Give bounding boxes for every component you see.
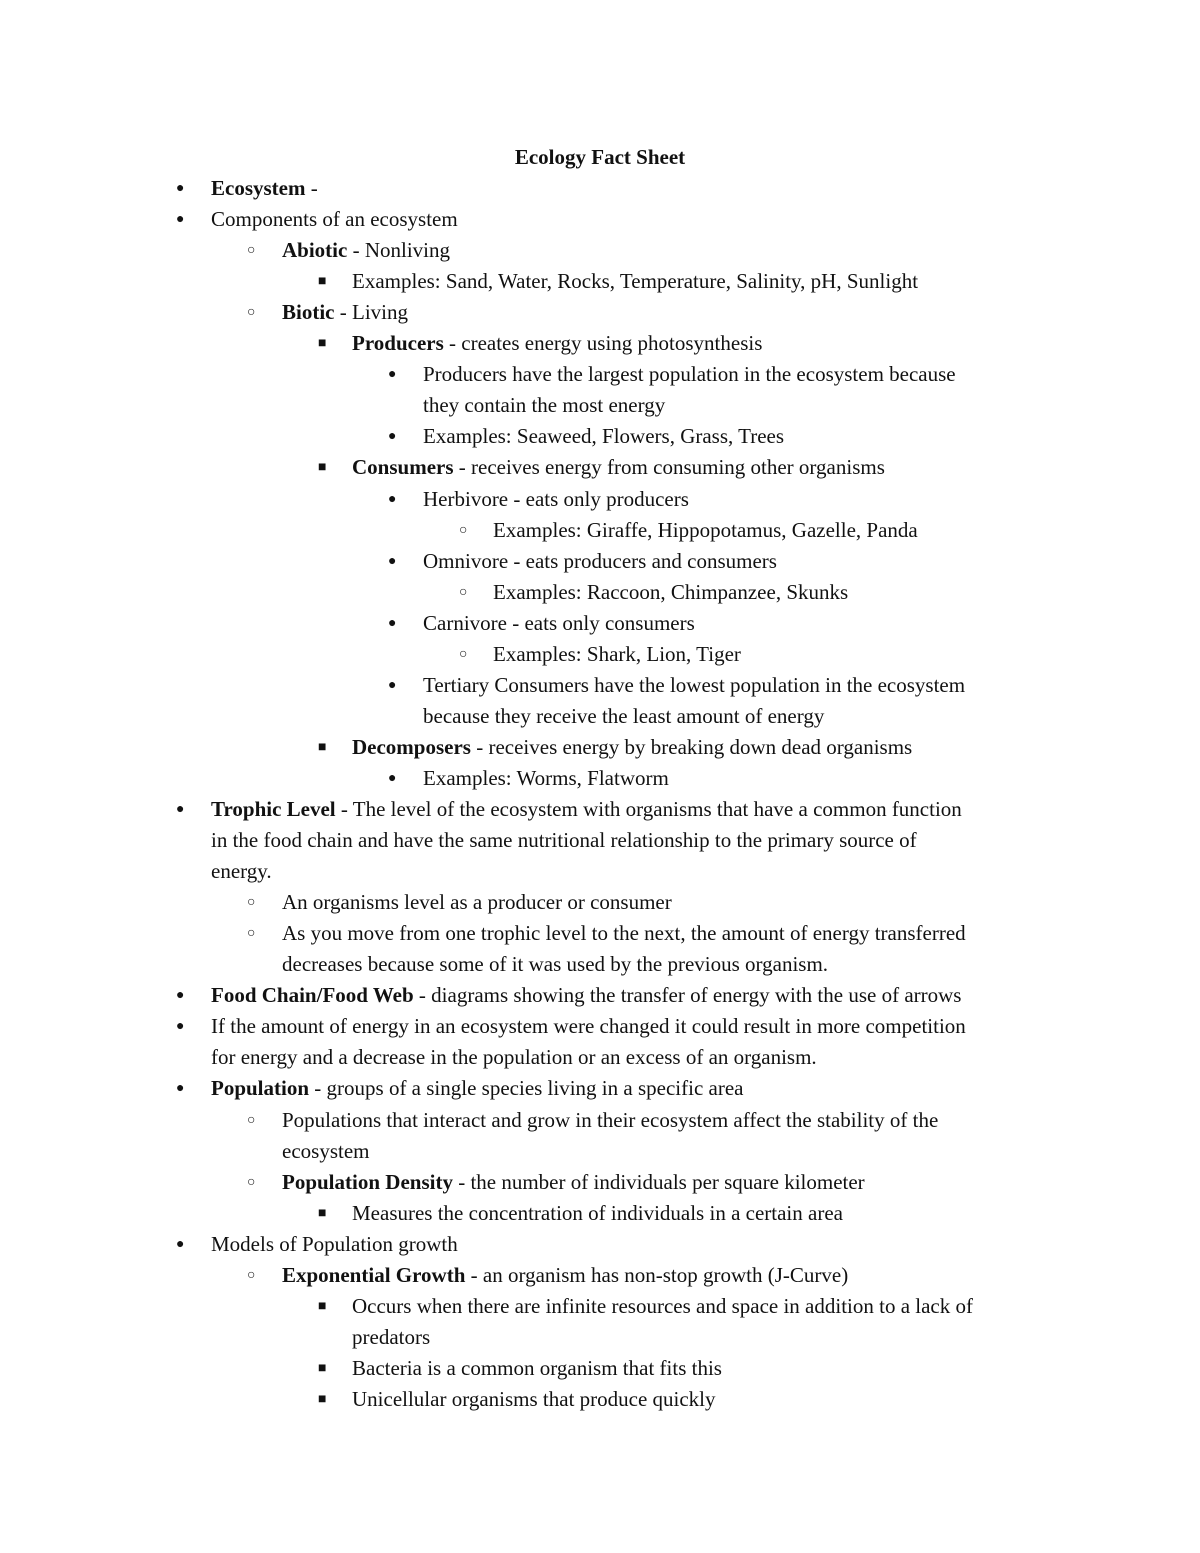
- item-text: predators: [352, 1325, 431, 1349]
- disc-bullet-icon: [388, 484, 408, 515]
- list-item: [493, 639, 741, 670]
- item-text: Examples: Worms, Flatworm: [423, 766, 669, 790]
- item-text: Examples: Raccoon, Chimpanzee, Skunks: [493, 580, 849, 604]
- item-text: Omnivore - eats producers and consumers: [423, 549, 777, 573]
- item-text: Herbivore - eats only producers: [423, 487, 689, 511]
- term-label: Trophic Level: [211, 797, 336, 821]
- circle-bullet-icon: [459, 515, 479, 546]
- list-item: [352, 266, 918, 297]
- circle-bullet-icon: [247, 297, 267, 328]
- item-text: decreases because some of it was used by the previous organism.: [282, 952, 829, 976]
- item-text: they contain the most energy: [423, 393, 666, 417]
- list-item: [493, 515, 918, 546]
- circle-bullet-icon: [247, 918, 267, 949]
- circle-bullet-icon: [247, 887, 267, 918]
- term-label: Exponential Growth: [282, 1263, 466, 1287]
- disc-bullet-icon: [388, 608, 408, 639]
- square-bullet-icon: [318, 452, 338, 483]
- list-item: [352, 328, 762, 359]
- term-label: Food Chain/Food Web: [211, 983, 414, 1007]
- list-item: [352, 452, 885, 483]
- square-bullet-icon: [318, 1291, 338, 1322]
- item-text: - groups of a single species living in a specific area: [309, 1076, 744, 1100]
- item-text: Tertiary Consumers have the lowest population in the ecosystem: [423, 673, 966, 697]
- list-item: [282, 1105, 938, 1136]
- disc-bullet-icon: [388, 421, 408, 452]
- item-text: ecosystem: [282, 1139, 370, 1163]
- item-text: Components of an ecosystem: [211, 207, 458, 231]
- list-item: [282, 887, 672, 918]
- list-item: [352, 1353, 722, 1384]
- list-item: [493, 577, 848, 608]
- item-text: As you move from one trophic level to the next, the amount of energy transferred: [282, 921, 966, 945]
- disc-bullet-icon: [176, 1229, 196, 1260]
- list-item: [423, 546, 777, 577]
- item-text: - an organism has non-stop growth (J-Curve): [465, 1263, 849, 1287]
- circle-bullet-icon: [247, 235, 267, 266]
- circle-bullet-icon: [459, 577, 479, 608]
- disc-bullet-icon: [388, 359, 408, 390]
- item-text: - The level of the ecosystem with organisms that have a common function: [335, 797, 962, 821]
- item-text: Unicellular organisms that produce quickly: [352, 1387, 716, 1411]
- item-text: - creates energy using photosynthesis: [443, 331, 763, 355]
- term-label: Decomposers: [352, 735, 471, 759]
- list-item: [211, 204, 458, 235]
- list-item: [423, 390, 665, 421]
- list-item: [423, 701, 824, 732]
- list-item: [423, 608, 695, 639]
- item-text: Examples: Shark, Lion, Tiger: [493, 642, 741, 666]
- term-label: Consumers: [352, 455, 454, 479]
- list-item: [282, 1167, 865, 1198]
- list-item: [423, 421, 784, 452]
- square-bullet-icon: [318, 1353, 338, 1384]
- circle-bullet-icon: [247, 1167, 267, 1198]
- item-text: - diagrams showing the transfer of energy with the use of arrows: [413, 983, 962, 1007]
- list-item: [282, 949, 828, 980]
- list-item: [352, 1291, 973, 1322]
- item-text: Examples: Giraffe, Hippopotamus, Gazelle, Panda: [493, 518, 918, 542]
- disc-bullet-icon: [388, 763, 408, 794]
- item-text: If the amount of energy in an ecosystem were changed it could result in more competition: [211, 1014, 966, 1038]
- term-label: Ecosystem: [211, 176, 306, 200]
- term-label: Population Density: [282, 1170, 453, 1194]
- list-item: [352, 1198, 843, 1229]
- list-item: [211, 825, 917, 856]
- list-item: [352, 732, 912, 763]
- item-text: Carnivore - eats only consumers: [423, 611, 695, 635]
- disc-bullet-icon: [176, 1073, 196, 1104]
- item-text: Populations that interact and grow in their ecosystem affect the stability of the: [282, 1108, 939, 1132]
- item-text: Examples: Seaweed, Flowers, Grass, Trees: [423, 424, 785, 448]
- item-text: - receives energy from consuming other organisms: [453, 455, 885, 479]
- list-item: [282, 1260, 848, 1291]
- circle-bullet-icon: [247, 1105, 267, 1136]
- list-item: [282, 918, 966, 949]
- disc-bullet-icon: [176, 204, 196, 235]
- list-item: [211, 1011, 966, 1042]
- item-text: Occurs when there are infinite resources and space in addition to a lack of: [352, 1294, 973, 1318]
- disc-bullet-icon: [176, 980, 196, 1011]
- circle-bullet-icon: [247, 1260, 267, 1291]
- list-item: [211, 1073, 743, 1104]
- square-bullet-icon: [318, 1384, 338, 1415]
- item-text: because they receive the least amount of energy: [423, 704, 825, 728]
- list-item: [352, 1384, 716, 1415]
- square-bullet-icon: [318, 1198, 338, 1229]
- disc-bullet-icon: [388, 670, 408, 701]
- item-text: Measures the concentration of individuals in a certain area: [352, 1201, 843, 1225]
- list-item: [211, 1229, 458, 1260]
- item-text: - Living: [334, 300, 408, 324]
- term-label: Abiotic: [282, 238, 348, 262]
- term-label: Population: [211, 1076, 310, 1100]
- item-text: An organisms level as a producer or consumer: [282, 890, 672, 914]
- disc-bullet-icon: [176, 173, 196, 204]
- square-bullet-icon: [318, 266, 338, 297]
- list-item: [423, 670, 965, 701]
- list-item: [282, 1136, 369, 1167]
- item-text: - the number of individuals per square kilometer: [452, 1170, 865, 1194]
- item-text: Examples: Sand, Water, Rocks, Temperature, Salinity, pH, Sunlight: [352, 269, 919, 293]
- square-bullet-icon: [318, 328, 338, 359]
- square-bullet-icon: [318, 732, 338, 763]
- term-label: Producers: [352, 331, 444, 355]
- list-item: [211, 173, 318, 204]
- item-text: Bacteria is a common organism that fits this: [352, 1356, 722, 1380]
- list-item: [211, 980, 961, 1011]
- item-text: in the food chain and have the same nutritional relationship to the primary source of: [211, 828, 917, 852]
- list-item: [423, 484, 689, 515]
- disc-bullet-icon: [176, 794, 196, 825]
- disc-bullet-icon: [176, 1011, 196, 1042]
- item-text: Models of Population growth: [211, 1232, 458, 1256]
- list-item: [211, 1042, 817, 1073]
- list-item: [211, 856, 272, 887]
- item-text: Producers have the largest population in the ecosystem because: [423, 362, 956, 386]
- list-item: [282, 297, 408, 328]
- item-text: for energy and a decrease in the population or an excess of an organism.: [211, 1045, 817, 1069]
- list-item: [423, 763, 669, 794]
- page-title: Ecology Fact Sheet: [514, 145, 686, 169]
- list-item: [211, 794, 962, 825]
- list-item: [352, 1322, 430, 1353]
- item-text: - Nonliving: [347, 238, 450, 262]
- list-item: [282, 235, 450, 266]
- item-text: - receives energy by breaking down dead organisms: [470, 735, 913, 759]
- item-text: -: [305, 176, 318, 200]
- disc-bullet-icon: [388, 546, 408, 577]
- circle-bullet-icon: [459, 639, 479, 670]
- term-label: Biotic: [282, 300, 335, 324]
- item-text: energy.: [211, 859, 272, 883]
- list-item: [423, 359, 956, 390]
